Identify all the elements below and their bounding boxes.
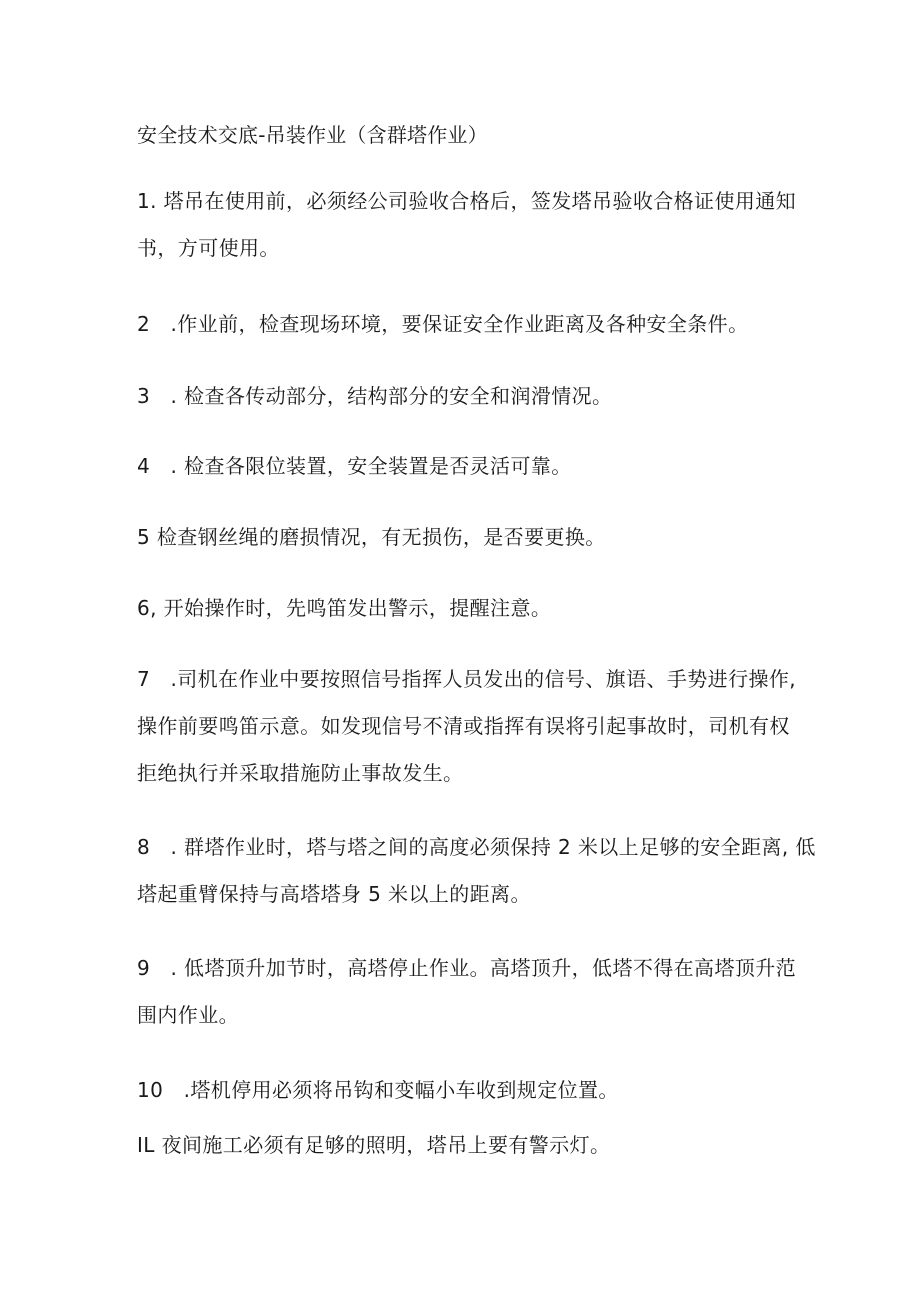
item-5-line-1: 5 检查钢丝绳的磨损情况，有无损伤，是否要更换。 [137, 525, 606, 549]
document-title: 安全技术交底-吊装作业（含群塔作业） [137, 123, 488, 147]
item-2 [137, 301, 792, 348]
item-1 [137, 178, 797, 272]
item-5 [137, 514, 792, 561]
item-10-line-1: 10 .塔机停用必须将吊钩和变幅小车收到规定位置。 [137, 1078, 619, 1102]
item-9-line-2: 围内作业。 [137, 1003, 239, 1027]
item-8 [137, 824, 816, 918]
item-4 [137, 443, 792, 490]
item-11 [137, 1122, 792, 1169]
item-3-line-1: 3 . 检查各传动部分，结构部分的安全和润滑情况。 [137, 384, 613, 408]
item-2-line-1: 2 .作业前，检查现场环境，要保证安全作业距离及各种安全条件。 [137, 312, 749, 336]
item-1-line-1: 1. 塔吊在使用前，必须经公司验收合格后，签发塔吊验收合格证使用通知 [137, 189, 797, 213]
item-7-line-2: 操作前要鸣笛示意。如发现信号不清或指挥有误将引起事故时，司机有权 [137, 714, 790, 738]
item-9-line-1: 9 . 低塔顶升加节时，高塔停止作业。高塔顶升，低塔不得在高塔顶升范 [137, 956, 797, 980]
item-6-line-1: 6, 开始操作时，先鸣笛发出警示，提醒注意。 [137, 596, 552, 620]
item-11-line-1: IL 夜间施工必须有足够的照明，塔吊上要有警示灯。 [137, 1133, 611, 1157]
item-10 [137, 1067, 792, 1114]
item-7-line-3: 拒绝执行并采取措施防止事故发生。 [137, 761, 464, 785]
item-4-line-1: 4 . 检查各限位装置，安全装置是否灵活可靠。 [137, 454, 572, 478]
item-1-line-2: 书，方可使用。 [137, 236, 280, 260]
item-7-line-1: 7 .司机在作业中要按照信号指挥人员发出的信号、旗语、手势进行操作, [137, 667, 797, 691]
item-7 [137, 656, 797, 797]
item-8-line-2: 塔起重臂保持与高塔塔身 5 米以上的距离。 [137, 882, 531, 906]
item-6 [137, 585, 792, 632]
item-8-line-1: 8 . 群塔作业时，塔与塔之间的高度必须保持 2 米以上足够的安全距离, 低 [137, 835, 816, 859]
item-3 [137, 373, 792, 420]
item-9 [137, 945, 797, 1039]
